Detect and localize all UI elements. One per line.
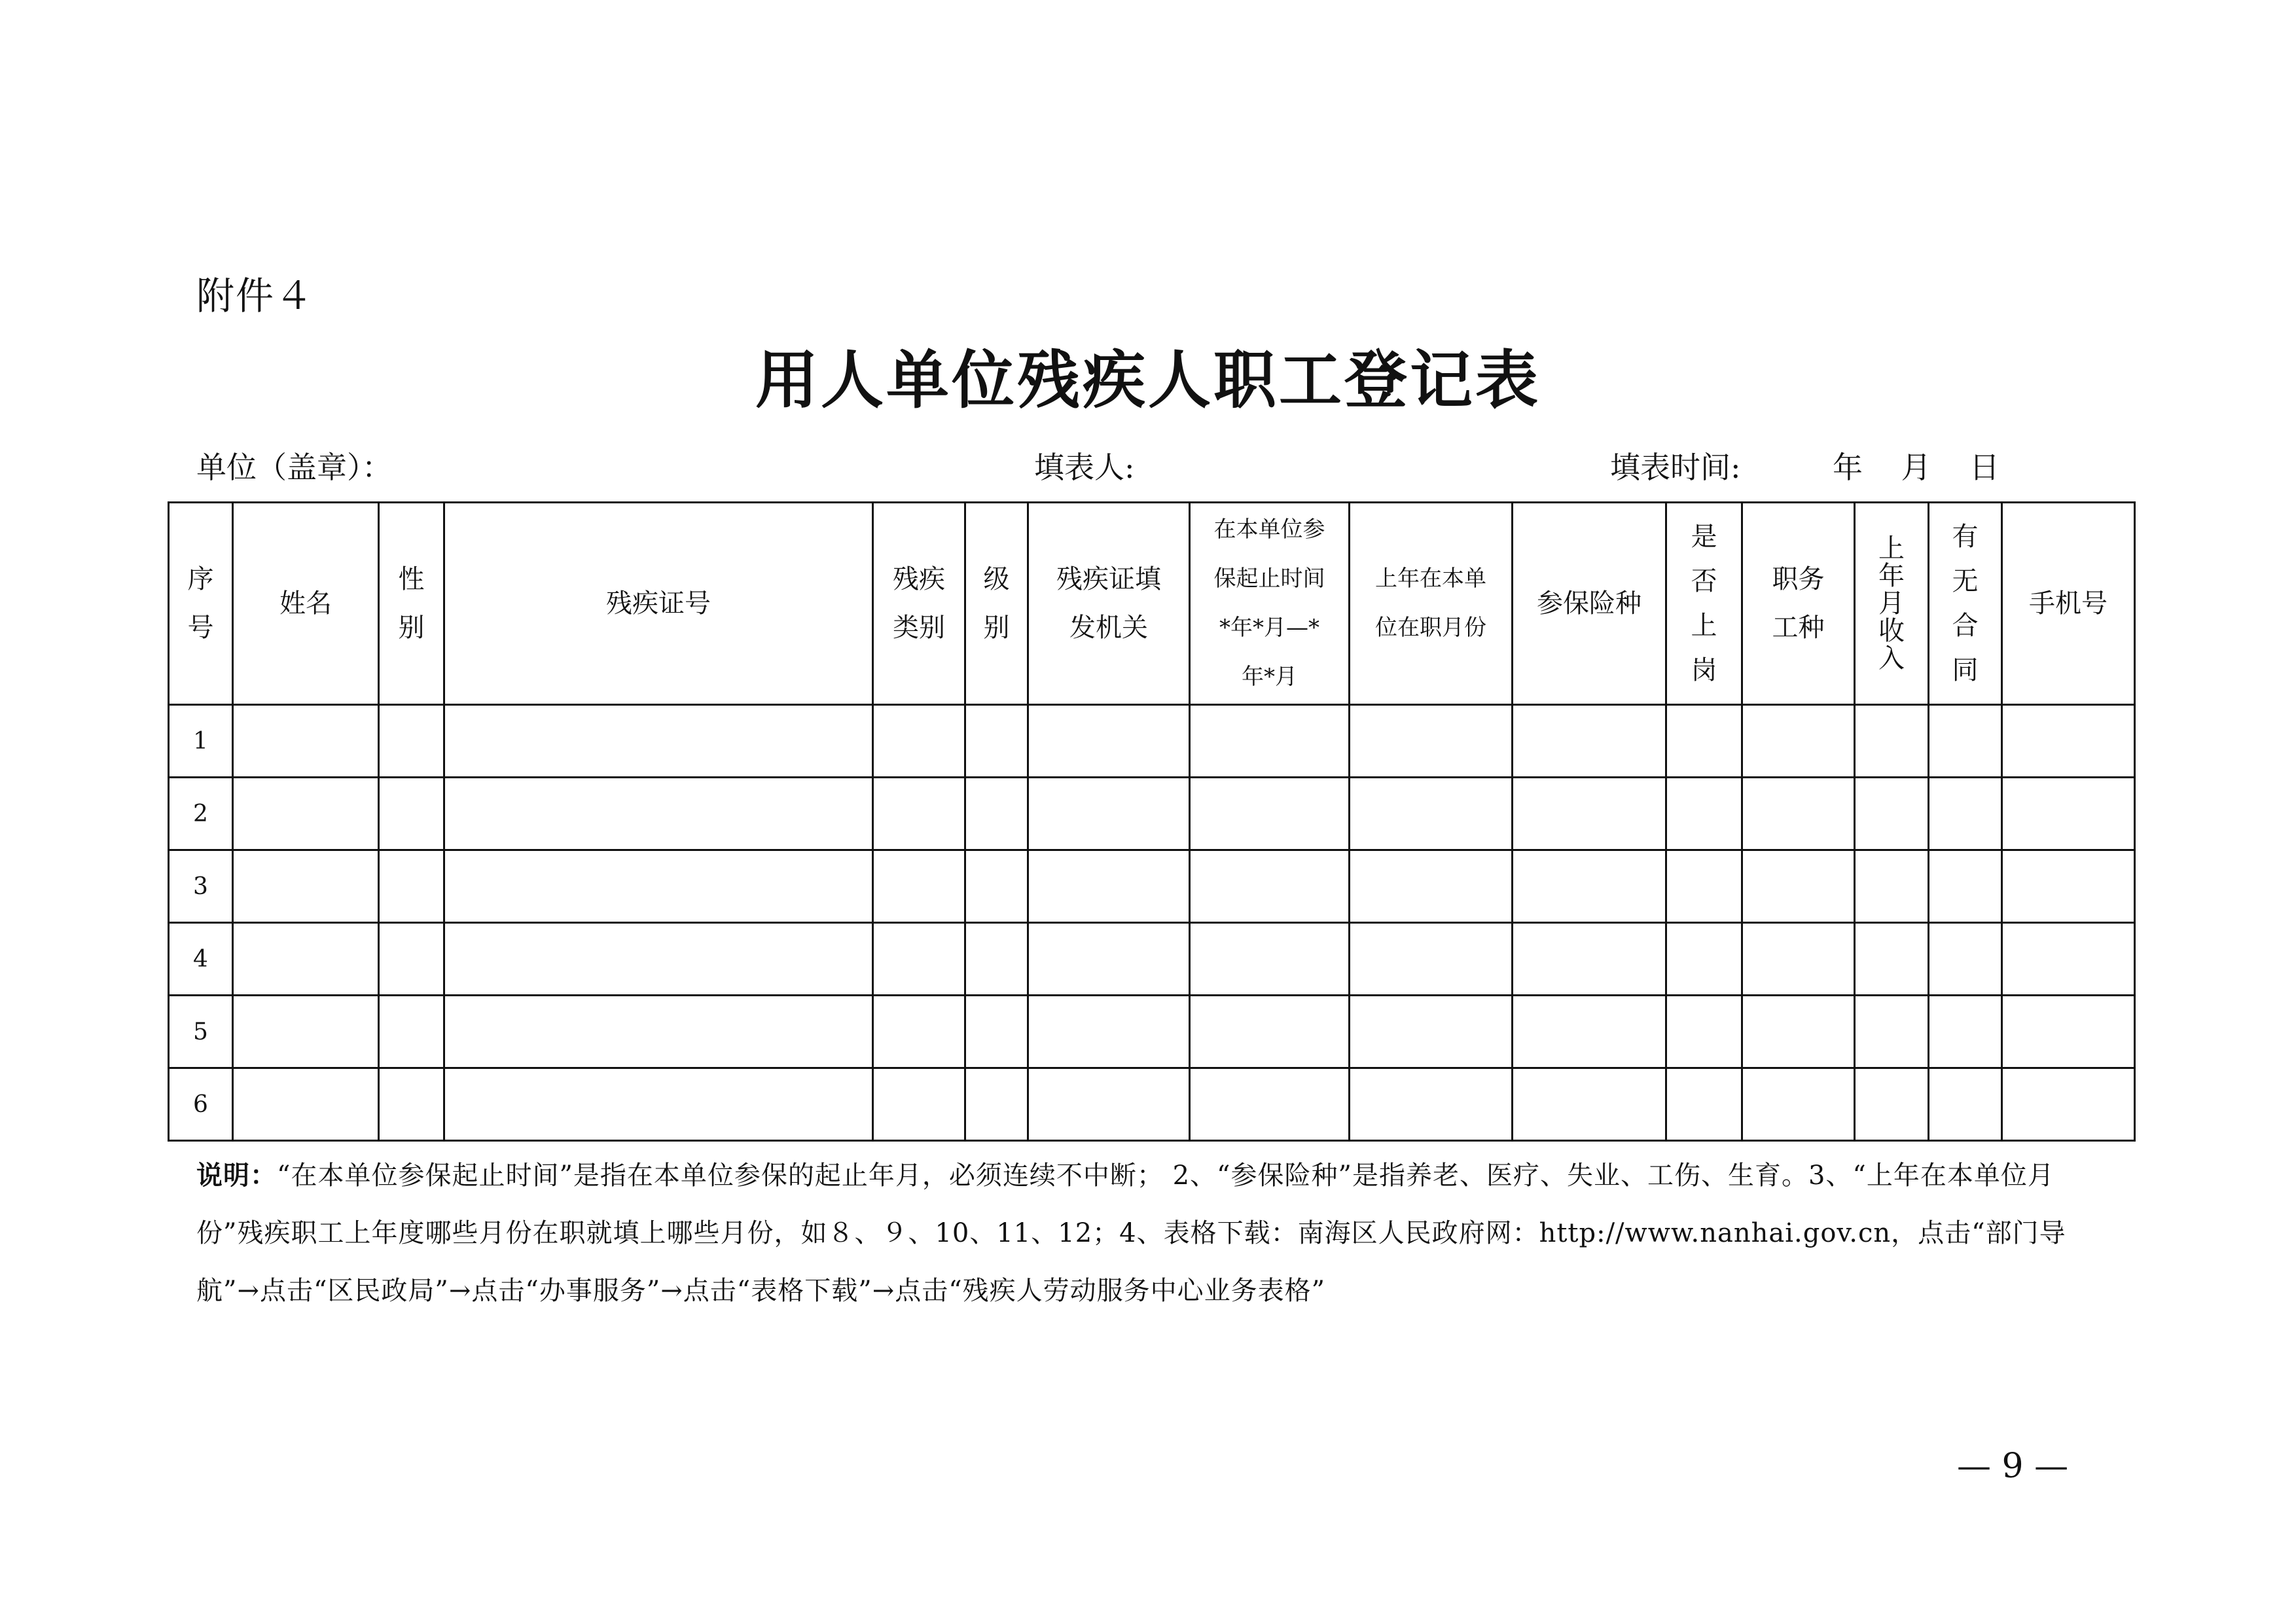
- notes-label: 说明：: [196, 1160, 277, 1191]
- col-header-months-employed: 上年在本单 位在职月份: [1350, 503, 1513, 705]
- form-cell[interactable]: [965, 923, 1028, 996]
- form-cell[interactable]: [444, 778, 873, 850]
- form-cell[interactable]: [965, 1068, 1028, 1141]
- form-cell[interactable]: [444, 923, 873, 996]
- form-cell[interactable]: [1190, 996, 1350, 1068]
- form-cell[interactable]: [1742, 705, 1855, 778]
- form-cell[interactable]: [233, 996, 379, 1068]
- annex-label: 附件４: [196, 274, 315, 318]
- fill-time-label: 填表时间:: [1610, 450, 1741, 485]
- form-cell[interactable]: [873, 850, 965, 923]
- form-cell[interactable]: [233, 705, 379, 778]
- col-header-phone: 手机号: [2002, 503, 2135, 705]
- form-cell[interactable]: [1855, 996, 1929, 1068]
- fill-date-placeholder: 年 月 日: [1833, 450, 2000, 485]
- form-cell[interactable]: [1190, 705, 1350, 778]
- form-cell[interactable]: [1742, 996, 1855, 1068]
- row-number: 6: [169, 1068, 233, 1141]
- row-number: 1: [169, 705, 233, 778]
- col-header-certificate-no: 残疾证号: [444, 503, 873, 705]
- form-cell[interactable]: [1929, 850, 2002, 923]
- row-number: 3: [169, 850, 233, 923]
- form-cell[interactable]: [1929, 778, 2002, 850]
- form-title: 用人单位残疾人职工登记表: [755, 343, 1541, 417]
- form-cell[interactable]: [1929, 923, 2002, 996]
- filler-label: 填表人:: [1034, 450, 1135, 485]
- form-cell[interactable]: [965, 778, 1028, 850]
- notes: [196, 1147, 2121, 1320]
- form-cell[interactable]: [444, 850, 873, 923]
- form-cell[interactable]: [873, 778, 965, 850]
- col-header-on-duty: 是 否 上 岗: [1666, 503, 1742, 705]
- form-cell[interactable]: [444, 1068, 873, 1141]
- form-cell[interactable]: [1666, 850, 1742, 923]
- form-cell[interactable]: [444, 705, 873, 778]
- col-header-issuing-authority: 残疾证填 发机关: [1028, 503, 1190, 705]
- table-row: [169, 850, 2135, 923]
- form-cell[interactable]: [1028, 923, 1190, 996]
- form-cell[interactable]: [873, 923, 965, 996]
- col-header-disability-type: 残疾 类别: [873, 503, 965, 705]
- form-cell[interactable]: [1855, 923, 1929, 996]
- form-cell[interactable]: [873, 996, 965, 1068]
- form-cell[interactable]: [1350, 1068, 1513, 1141]
- form-cell[interactable]: [1028, 705, 1190, 778]
- form-cell[interactable]: [965, 996, 1028, 1068]
- form-cell[interactable]: [2002, 705, 2135, 778]
- table-row: [169, 705, 2135, 778]
- form-cell[interactable]: [1513, 996, 1666, 1068]
- form-cell[interactable]: [1929, 996, 2002, 1068]
- form-cell[interactable]: [1513, 705, 1666, 778]
- row-number: 2: [169, 778, 233, 850]
- form-cell[interactable]: [233, 778, 379, 850]
- form-cell[interactable]: [1666, 923, 1742, 996]
- form-cell[interactable]: [1350, 778, 1513, 850]
- form-cell[interactable]: [873, 705, 965, 778]
- form-cell[interactable]: [1855, 778, 1929, 850]
- form-cell[interactable]: [1666, 705, 1742, 778]
- form-cell[interactable]: [2002, 778, 2135, 850]
- form-cell[interactable]: [1855, 1068, 1929, 1141]
- form-cell[interactable]: [1666, 996, 1742, 1068]
- form-cell[interactable]: [1929, 1068, 2002, 1141]
- unit-seal-label: 单位（盖章）：: [196, 450, 392, 485]
- form-cell[interactable]: [965, 705, 1028, 778]
- form-cell[interactable]: [1028, 778, 1190, 850]
- form-cell[interactable]: [1513, 923, 1666, 996]
- form-cell[interactable]: [379, 1068, 444, 1141]
- form-cell[interactable]: [1666, 1068, 1742, 1141]
- col-header-grade: 级 别: [965, 503, 1028, 705]
- page-number: — 9 —: [1957, 1447, 2069, 1486]
- form-cell[interactable]: [1513, 850, 1666, 923]
- col-header-job-type: 职务 工种: [1742, 503, 1855, 705]
- table-row: [169, 1068, 2135, 1141]
- form-cell[interactable]: [1350, 996, 1513, 1068]
- form-cell[interactable]: [1742, 923, 1855, 996]
- form-cell[interactable]: [1855, 850, 1929, 923]
- table-row: [169, 923, 2135, 996]
- form-cell[interactable]: [1350, 923, 1513, 996]
- form-cell[interactable]: [1513, 1068, 1666, 1141]
- form-cell[interactable]: [1742, 850, 1855, 923]
- form-cell[interactable]: [1855, 705, 1929, 778]
- form-cell[interactable]: [444, 996, 873, 1068]
- form-cell[interactable]: [873, 1068, 965, 1141]
- form-cell[interactable]: [379, 778, 444, 850]
- col-header-insurance-period: 在本单位参 保起止时间 *年*月—* 年*月: [1190, 503, 1350, 705]
- row-number: 5: [169, 996, 233, 1068]
- form-cell[interactable]: [379, 996, 444, 1068]
- table-row: [169, 996, 2135, 1068]
- form-cell[interactable]: [1028, 996, 1190, 1068]
- form-cell[interactable]: [233, 1068, 379, 1141]
- col-header-insurance-type: 参保险种: [1513, 503, 1666, 705]
- header-row: [169, 503, 2135, 705]
- col-header-gender: 性 别: [379, 503, 444, 705]
- form-cell[interactable]: [1666, 778, 1742, 850]
- form-cell[interactable]: [2002, 1068, 2135, 1141]
- notes-text: “在本单位参保起止时间”是指在本单位参保的起止年月，必须连续不中断； 2、“参保险种”是指养老、医疗、失业、工伤、生育。3、“上年在本单位月份”残疾职工上年度哪些月份在职就填上哪些月份，如８、９、10、11、12；4、表格下载：南海区人民政府网：http://www.nanhai.gov.cn，点击“部门导航”→点击“区民政局”→点击“办事服务”→点击“表格下载”→点击“残疾人劳动服务中心业务表格”: [196, 1161, 2066, 1306]
- form-cell[interactable]: [1742, 1068, 1855, 1141]
- form-cell[interactable]: [1513, 778, 1666, 850]
- form-cell[interactable]: [233, 923, 379, 996]
- form-cell[interactable]: [1350, 850, 1513, 923]
- table-row: [169, 778, 2135, 850]
- form-cell[interactable]: [1028, 1068, 1190, 1141]
- form-cell[interactable]: [1929, 705, 2002, 778]
- form-cell[interactable]: [379, 923, 444, 996]
- col-header-monthly-income: 上 年 月 收 入: [1855, 503, 1929, 705]
- col-header-seq: 序 号: [169, 503, 233, 705]
- form-cell[interactable]: [2002, 923, 2135, 996]
- form-cell[interactable]: [379, 850, 444, 923]
- col-header-contract: 有 无 合 同: [1929, 503, 2002, 705]
- col-header-name: 姓名: [233, 503, 379, 705]
- form-cell[interactable]: [233, 850, 379, 923]
- form-cell[interactable]: [1190, 923, 1350, 996]
- form-cell[interactable]: [965, 850, 1028, 923]
- form-cell[interactable]: [1742, 778, 1855, 850]
- form-cell[interactable]: [1190, 850, 1350, 923]
- row-number: 4: [169, 923, 233, 996]
- form-cell[interactable]: [2002, 850, 2135, 923]
- register-table: [168, 501, 2136, 1142]
- form-cell[interactable]: [1190, 1068, 1350, 1141]
- form-cell[interactable]: [1028, 850, 1190, 923]
- form-cell[interactable]: [1350, 705, 1513, 778]
- form-cell[interactable]: [2002, 996, 2135, 1068]
- form-cell[interactable]: [379, 705, 444, 778]
- form-cell[interactable]: [1190, 778, 1350, 850]
